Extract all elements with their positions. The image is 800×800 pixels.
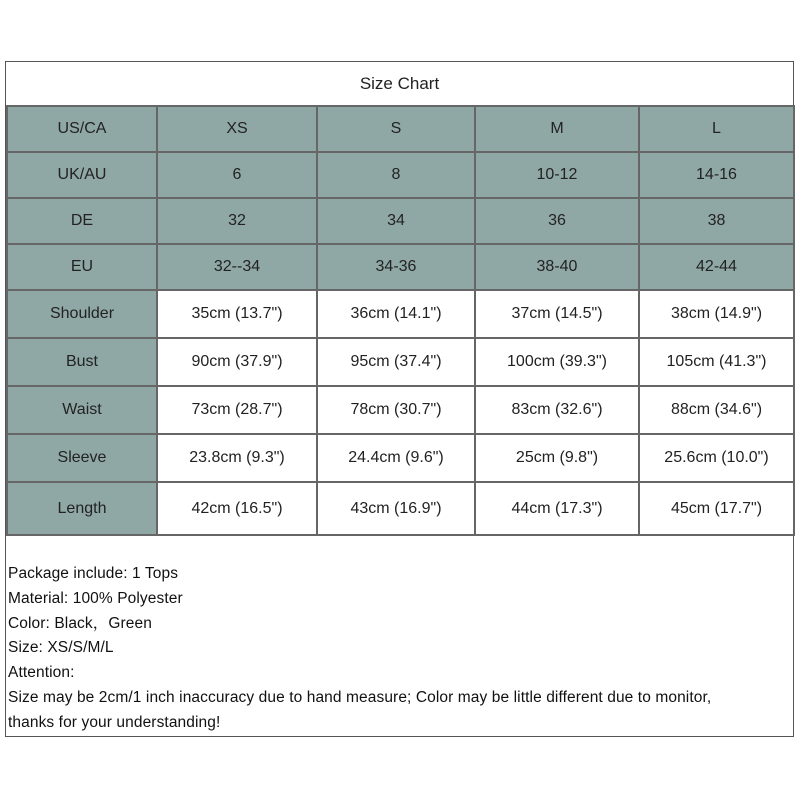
table-cell: 73cm (28.7") (157, 386, 317, 434)
table-cell: 38-40 (475, 244, 639, 290)
product-notes (8, 562, 788, 736)
table-row-shoulder (7, 290, 794, 338)
table-cell: 32--34 (157, 244, 317, 290)
table-cell: 25cm (9.8") (475, 434, 639, 482)
table-cell: 8 (317, 152, 475, 198)
table-cell: 78cm (30.7") (317, 386, 475, 434)
table-cell: 34-36 (317, 244, 475, 290)
table-cell: 6 (157, 152, 317, 198)
table-cell: 90cm (37.9") (157, 338, 317, 386)
table-cell: 32 (157, 198, 317, 244)
table-cell: 44cm (17.3") (475, 482, 639, 535)
row-label: UK/AU (7, 152, 157, 198)
table-cell: M (475, 106, 639, 152)
table-row-eu (7, 244, 794, 290)
table-row-de (7, 198, 794, 244)
size-table (6, 105, 795, 536)
size-chart-frame (5, 61, 794, 737)
row-label: Bust (7, 338, 157, 386)
table-cell: 34 (317, 198, 475, 244)
table-cell: 105cm (41.3") (639, 338, 794, 386)
table-cell: XS (157, 106, 317, 152)
table-row-us-ca (7, 106, 794, 152)
table-row-length (7, 482, 794, 535)
table-cell: 43cm (16.9") (317, 482, 475, 535)
table-cell: 38cm (14.9") (639, 290, 794, 338)
note-color: Color: Black，Green (8, 614, 152, 632)
table-row-bust (7, 338, 794, 386)
row-label: DE (7, 198, 157, 244)
table-cell: 36 (475, 198, 639, 244)
table-cell: 45cm (17.7") (639, 482, 794, 535)
table-cell: 35cm (13.7") (157, 290, 317, 338)
row-label: EU (7, 244, 157, 290)
table-cell: 95cm (37.4") (317, 338, 475, 386)
table-cell: 88cm (34.6") (639, 386, 794, 434)
row-label: Shoulder (7, 290, 157, 338)
note-attention-text: Size may be 2cm/1 inch inaccuracy due to hand measure; Color may be little different due to monitor, (8, 688, 712, 706)
row-label: Length (7, 482, 157, 535)
table-cell: 100cm (39.3") (475, 338, 639, 386)
table-cell: 14-16 (639, 152, 794, 198)
note-material: Material: 100% Polyester (8, 589, 183, 607)
row-label: US/CA (7, 106, 157, 152)
note-size: Size: XS/S/M/L (8, 639, 114, 657)
table-cell: 24.4cm (9.6") (317, 434, 475, 482)
note-package: Package include: 1 Tops (8, 565, 179, 582)
table-cell: L (639, 106, 794, 152)
table-row-uk-au (7, 152, 794, 198)
table-cell: 37cm (14.5") (475, 290, 639, 338)
chart-title: Size Chart (359, 73, 440, 93)
table-cell: 38 (639, 198, 794, 244)
note-attention-thanks: thanks for your understanding! (8, 713, 221, 731)
row-label: Waist (7, 386, 157, 434)
row-label: Sleeve (7, 434, 157, 482)
table-cell: 83cm (32.6") (475, 386, 639, 434)
table-cell: 23.8cm (9.3") (157, 434, 317, 482)
table-row-waist (7, 386, 794, 434)
table-cell: 25.6cm (10.0") (639, 434, 794, 482)
table-cell: 42-44 (639, 244, 794, 290)
table-cell: 36cm (14.1") (317, 290, 475, 338)
note-attention-heading: Attention: (8, 664, 75, 682)
table-cell: 42cm (16.5") (157, 482, 317, 535)
table-cell: S (317, 106, 475, 152)
table-cell: 10-12 (475, 152, 639, 198)
table-row-sleeve (7, 434, 794, 482)
